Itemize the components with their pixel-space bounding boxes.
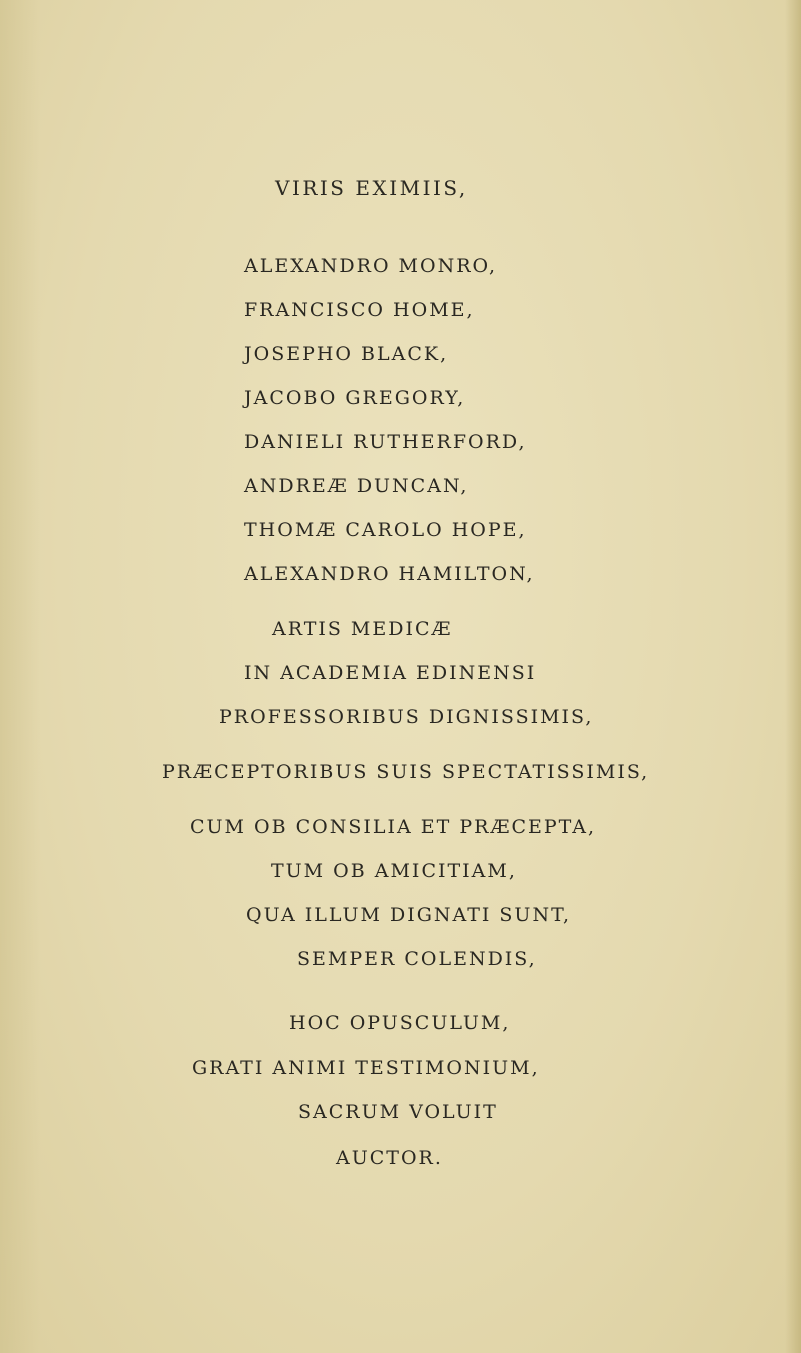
- preceptors-line: PRÆCEPTORIBUS SUIS SPECTATISSIMIS,: [162, 761, 650, 783]
- reason-line: TUM OB AMICITIAM,: [271, 860, 517, 882]
- closing-line: HOC OPUSCULUM,: [289, 1012, 511, 1034]
- dedicatee-name: ALEXANDRO HAMILTON,: [244, 563, 535, 585]
- page-left-shadow: [0, 0, 40, 1353]
- dedicatee-name: THOMÆ CAROLO HOPE,: [244, 519, 527, 541]
- closing-line: SACRUM VOLUIT: [298, 1101, 498, 1123]
- professors-line: IN ACADEMIA EDINENSI: [244, 662, 537, 684]
- page-right-shadow: [785, 0, 801, 1353]
- reason-line: CUM OB CONSILIA ET PRÆCEPTA,: [190, 816, 597, 838]
- dedication-heading: VIRIS EXIMIIS,: [275, 176, 468, 200]
- dedicatee-name: JOSEPHO BLACK,: [244, 343, 449, 365]
- author-line: AUCTOR.: [336, 1147, 443, 1169]
- professors-line: PROFESSORIBUS DIGNISSIMIS,: [219, 706, 594, 728]
- dedicatee-name: FRANCISCO HOME,: [244, 299, 475, 321]
- professors-line: ARTIS MEDICÆ: [272, 618, 453, 640]
- dedicatee-name: ANDREÆ DUNCAN,: [244, 475, 469, 497]
- dedicatee-name: DANIELI RUTHERFORD,: [244, 431, 527, 453]
- reason-line: QUA ILLUM DIGNATI SUNT,: [246, 904, 571, 926]
- dedicatee-name: JACOBO GREGORY,: [244, 387, 466, 409]
- reason-line: SEMPER COLENDIS,: [297, 948, 537, 970]
- dedicatee-name: ALEXANDRO MONRO,: [244, 255, 498, 277]
- closing-line: GRATI ANIMI TESTIMONIUM,: [192, 1057, 540, 1079]
